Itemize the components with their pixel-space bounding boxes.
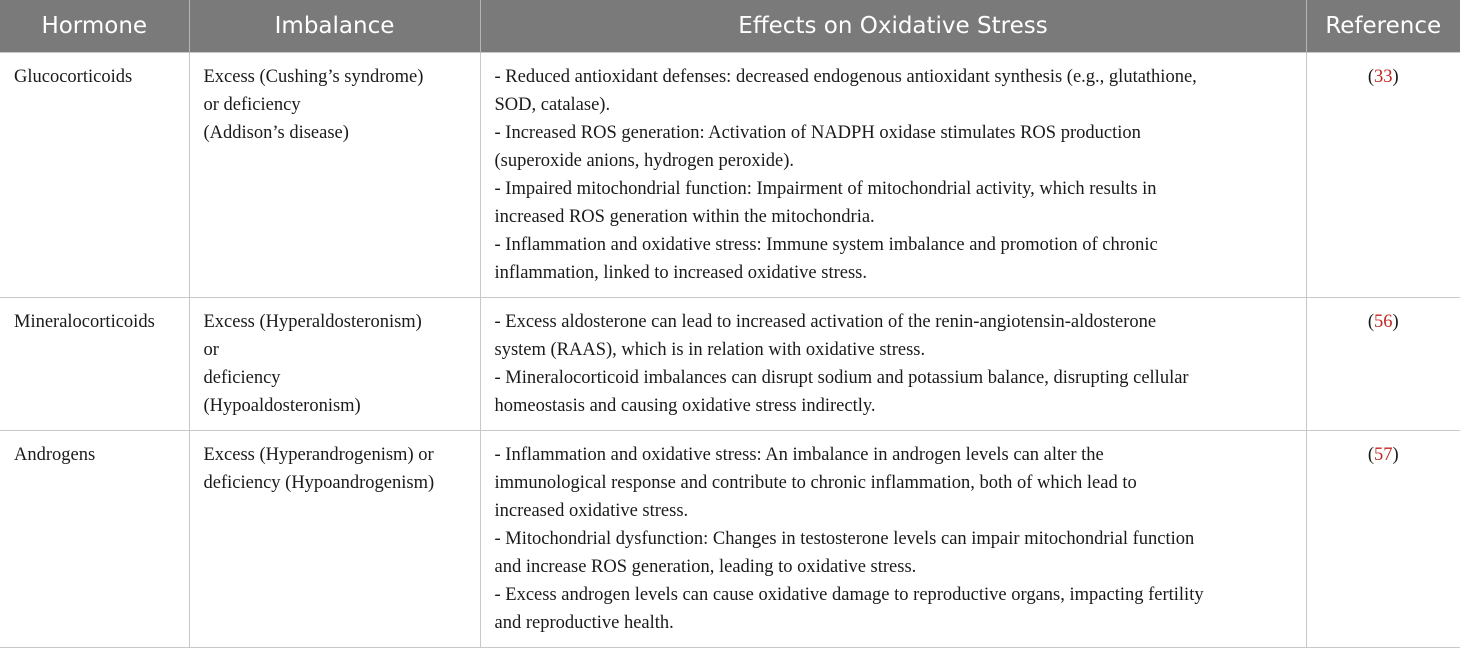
- header-reference: Reference: [1306, 0, 1460, 53]
- effect-line: and reproductive health.: [494, 613, 674, 633]
- cell-hormone: Androgens: [0, 431, 189, 648]
- effect-line: system (RAAS), which is in relation with oxidative stress.: [494, 340, 926, 360]
- effect-line: immunological response and contribute to chronic inflammation, both of which lead to: [494, 473, 1137, 493]
- effect-line: inflammation, linked to increased oxidative stress.: [494, 263, 867, 283]
- table-row: [0, 431, 1460, 648]
- table-row: [0, 53, 1460, 298]
- effect-line: - Increased ROS generation: Activation of NADPH oxidase stimulates ROS production: [494, 123, 1141, 143]
- effect-line: - Excess androgen levels can cause oxidative damage to reproductive organs, impacting fertility: [494, 585, 1204, 605]
- effect-line: - Inflammation and oxidative stress: Immune system imbalance and promotion of chronic: [494, 235, 1158, 255]
- imbalance-line: deficiency: [203, 368, 281, 388]
- cell-effects: [480, 53, 1306, 298]
- reference-link[interactable]: 56: [1374, 312, 1393, 332]
- cell-imbalance: [189, 53, 480, 298]
- cell-hormone: Glucocorticoids: [0, 53, 189, 298]
- effect-line: - Reduced antioxidant defenses: decreased endogenous antioxidant synthesis (e.g., glutathione,: [494, 67, 1197, 87]
- effect-line: - Mitochondrial dysfunction: Changes in testosterone levels can impair mitochondrial function: [494, 529, 1195, 549]
- reference-link[interactable]: 57: [1374, 445, 1393, 465]
- table-row: [0, 298, 1460, 431]
- cell-reference: (56): [1306, 298, 1460, 431]
- effect-line: - Inflammation and oxidative stress: An imbalance in androgen levels can alter the: [494, 445, 1104, 465]
- imbalance-line: or deficiency: [203, 95, 301, 115]
- reference-link[interactable]: 33: [1374, 67, 1393, 87]
- imbalance-line: or: [203, 340, 219, 360]
- cell-reference: (33): [1306, 53, 1460, 298]
- effect-line: - Impaired mitochondrial function: Impairment of mitochondrial activity, which results in: [494, 179, 1157, 199]
- header-effects: Effects on Oxidative Stress: [480, 0, 1306, 53]
- cell-imbalance: [189, 298, 480, 431]
- effect-line: increased oxidative stress.: [494, 501, 689, 521]
- header-hormone: Hormone: [0, 0, 189, 53]
- effect-line: (superoxide anions, hydrogen peroxide).: [494, 151, 795, 171]
- effect-line: - Mineralocorticoid imbalances can disrupt sodium and potassium balance, disrupting cellular: [494, 368, 1189, 388]
- cell-effects: [480, 298, 1306, 431]
- imbalance-line: Excess (Cushing’s syndrome): [203, 67, 424, 87]
- imbalance-line: (Addison’s disease): [203, 123, 349, 143]
- effect-line: increased ROS generation within the mitochondria.: [494, 207, 875, 227]
- header-imbalance: Imbalance: [189, 0, 480, 53]
- effect-line: and increase ROS generation, leading to oxidative stress.: [494, 557, 917, 577]
- imbalance-line: deficiency (Hypoandrogenism): [203, 473, 435, 493]
- effect-line: homeostasis and causing oxidative stress indirectly.: [494, 396, 876, 416]
- imbalance-line: Excess (Hyperandrogenism) or: [203, 445, 434, 465]
- imbalance-line: Excess (Hyperaldosteronism): [203, 312, 422, 332]
- imbalance-line: (Hypoaldosteronism): [203, 396, 361, 416]
- cell-imbalance: [189, 431, 480, 648]
- cell-effects: [480, 431, 1306, 648]
- effect-line: - Excess aldosterone can lead to increased activation of the renin-angiotensin-aldosterone: [494, 312, 1157, 332]
- effect-line: SOD, catalase).: [494, 95, 611, 115]
- header-row: [0, 0, 1460, 53]
- cell-reference: (57): [1306, 431, 1460, 648]
- cell-hormone: Mineralocorticoids: [0, 298, 189, 431]
